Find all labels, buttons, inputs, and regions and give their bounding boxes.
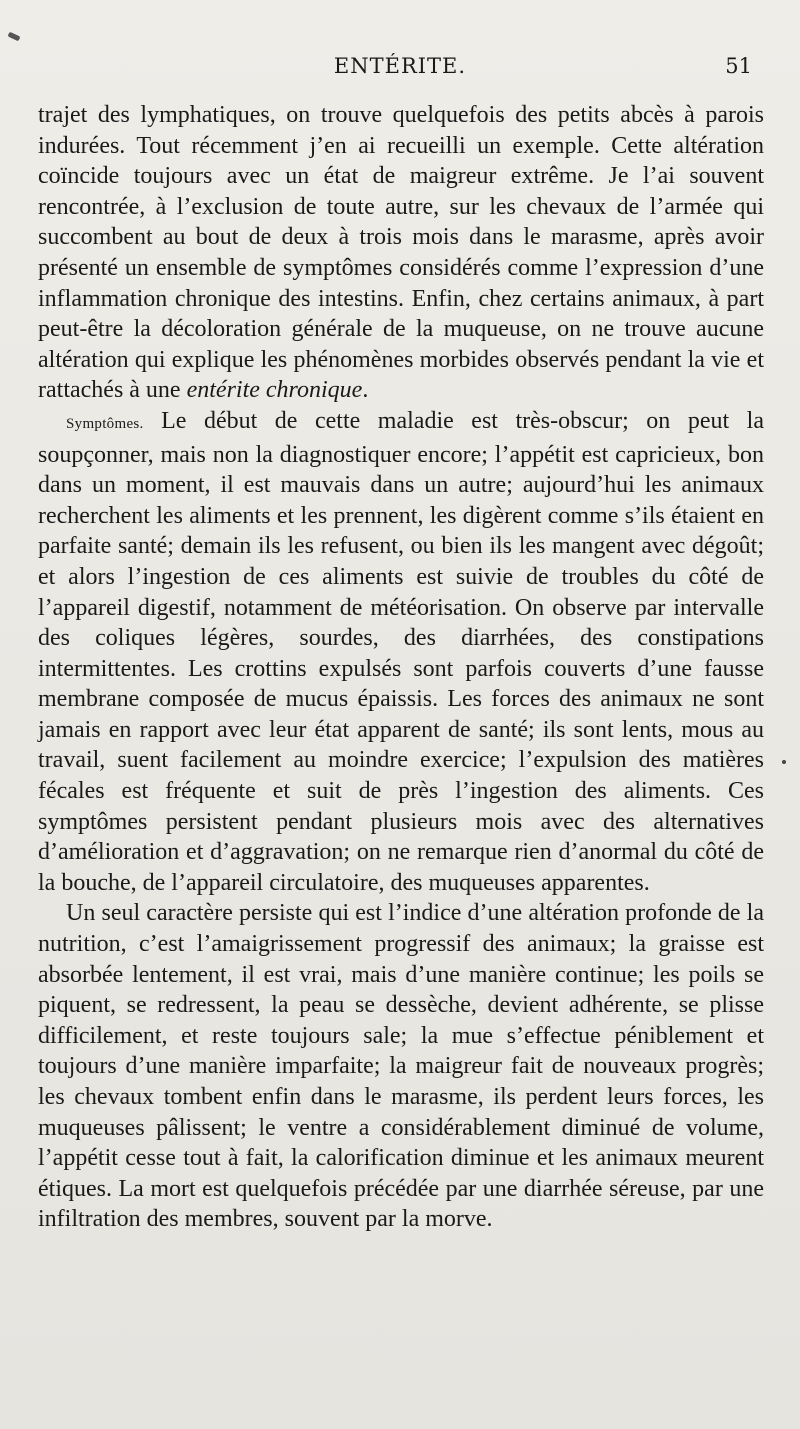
paragraph-2 [38, 406, 764, 899]
page-number: 51 [725, 54, 752, 78]
section-label-symptomes: Symptômes. [66, 415, 144, 432]
ink-speck [782, 760, 786, 764]
paragraph-1-end: . [362, 377, 369, 404]
paragraph-2-text: Le début de cette maladie est très-obscur; on peut la soupçonner, mais non la diagnostiquer encore; l’appétit est capricieux, bon dans un moment, il est mauvais dans un autre; aujourd’hui les animaux recherchent les aliments et les prennent, les digèrent comme s’ils étaient en parfaite santé; demain ils les refusent, ou bien ils les mangent avec dégoût; et alors l’ingestion de ces aliments est suivie de troubles du côté de l’appareil digestif, notamment de météorisation. On observe par intervalle des coliques légères, sourdes, des diarrhées, des constipations intermittentes. Les crottins expulsés sont parfois couverts d’une fausse membrane composée de mucus épaissis. Les forces des animaux ne sont jamais en rapport avec leur état apparent de santé; ils sont lents, mous au travail, suent facilement au moindre exercice; l’expulsion des matières fécales est fréquente et suit de près l’ingestion des aliments. Ces symptômes persistent pendant plusieurs mois avec des alternatives d’amélioration et d’aggravation; on ne remarque rien d’anormal du côté de la bouche, de l’appareil circulatoire, des muqueuses apparentes. [38, 407, 765, 896]
paragraph-3-text: Un seul caractère persiste qui est l’indice d’une altération profonde de la nutrition, c’est l’amaigrissement progressif des animaux; la graisse est absorbée lentement, il est vrai, mais d’une manière continue; les poils se piquent, se redressent, la peau se dessèche, devient adhérente, se plisse difficilement, et reste toujours sale; la mue s’effectue péniblement et toujours d’une manière imparfaite; la maigreur fait de nouveaux progrès; les chevaux tombent enfin dans le marasme, ils perdent leurs forces, les muqueuses pâlissent; le ventre a considérablement diminué de volume, l’appétit cesse tout à fait, la calorification diminue et les animaux meurent étiques. La mort est quelquefois précédée par une diarrhée séreuse, par une infiltration des membres, souvent par la morve. [38, 900, 764, 1233]
paragraph-3 [38, 898, 764, 1235]
page-header [0, 54, 800, 88]
scan-mark [8, 32, 21, 42]
paragraph-1-italic: entérite chronique [186, 377, 363, 404]
body-text [38, 100, 764, 1235]
paragraph-1-text: trajet des lymphatiques, on trouve quelquefois des petits abcès à parois indurées. Tout récemment j’en ai recueilli un exemple. Cette altération coïncide toujours avec un état de maigreur extrême. Je l’ai souvent rencontrée, à l’exclusion de toute autre, sur les chevaux de l’armée qui succombent au bout de deux à trois mois dans le marasme, après avoir présenté un ensemble de symptômes considérés comme l’expression d’une inflammation chronique des intestins. Enfin, chez certains animaux, à part peut-être la décoloration générale de la muqueuse, on ne trouve aucune altération qui explique les phénomènes morbides observés pendant la vie et rattachés à une [38, 102, 764, 404]
running-title: ENTÉRITE. [333, 54, 467, 78]
paragraph-1 [38, 100, 764, 406]
